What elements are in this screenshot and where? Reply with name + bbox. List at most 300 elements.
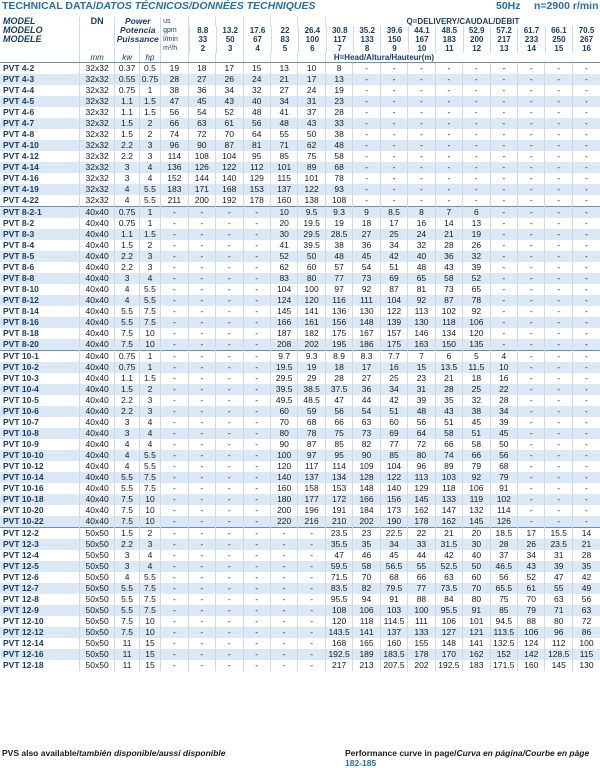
model-cell: PVT 12-16: [0, 649, 79, 660]
head-cell: 139: [380, 317, 407, 328]
head-cell: 8.3: [353, 351, 380, 363]
head-cell: 166: [270, 317, 297, 328]
head-cell: 173: [380, 505, 407, 516]
head-cell: -: [243, 528, 270, 540]
table-row: [0, 450, 600, 461]
head-cell: -: [380, 129, 407, 140]
head-cell: 20: [270, 218, 297, 229]
head-cell: 71: [545, 605, 572, 616]
head-cell: 102: [435, 306, 462, 317]
head-cell: 9: [353, 207, 380, 219]
head-cell: 220: [270, 516, 297, 528]
head-cell: -: [435, 96, 462, 107]
hp-cell: 7.5: [139, 605, 160, 616]
dn-cell: 50x50: [79, 561, 115, 572]
head-cell: -: [188, 428, 215, 439]
head-cell: -: [161, 428, 188, 439]
model-cell: PVT 4-14: [0, 162, 79, 173]
flow_us-value: 57.2: [490, 26, 517, 35]
head-cell: -: [161, 351, 188, 363]
head-cell: 51: [380, 262, 407, 273]
head-cell: 15.5: [545, 528, 572, 540]
head-cell: -: [216, 505, 243, 516]
table-row: [0, 151, 600, 162]
head-cell: -: [435, 118, 462, 129]
head-cell: -: [161, 218, 188, 229]
head-cell: 70: [216, 129, 243, 140]
head-cell: -: [216, 472, 243, 483]
head-cell: -: [188, 395, 215, 406]
head-cell: 126: [188, 162, 215, 173]
head-cell: -: [270, 572, 297, 583]
head-cell: 54: [353, 406, 380, 417]
head-cell: -: [161, 572, 188, 583]
model-cell: PVT 8-16: [0, 317, 79, 328]
head-cell: -: [216, 649, 243, 660]
head-cell: 23: [353, 528, 380, 540]
flow_lmin-value: 183: [436, 35, 463, 44]
model-cell: PVT 12-18: [3, 660, 44, 670]
head-cell: 141: [353, 627, 380, 638]
head-cell: 95: [325, 450, 352, 461]
head-cell: 108: [325, 605, 352, 616]
head-cell: -: [408, 195, 435, 207]
head-cell: -: [572, 339, 600, 351]
head-cell: -: [572, 328, 600, 339]
head-cell: 152: [490, 649, 517, 660]
head-cell: -: [490, 63, 517, 75]
head-cell: 180: [270, 494, 297, 505]
flow_us-value: 48.5: [436, 26, 463, 35]
head-cell: -: [216, 594, 243, 605]
head-cell: -: [545, 173, 572, 184]
head-cell: -: [188, 229, 215, 240]
flow_lmin-value: 100: [299, 35, 326, 44]
head-cell: 43: [435, 262, 462, 273]
kw-cell: 5.5: [115, 317, 139, 328]
head-cell: 86: [572, 627, 600, 638]
head-cell: 192.5: [325, 649, 352, 660]
head-cell: 48: [325, 140, 352, 151]
model-cell: PVT 8-18: [3, 328, 39, 338]
head-cell: 8: [325, 63, 352, 75]
head-cell: 61: [216, 118, 243, 129]
head-cell: -: [490, 339, 517, 351]
head-cell: -: [518, 85, 545, 96]
head-cell: -: [545, 184, 572, 195]
head-cell: 190: [380, 516, 407, 528]
unit-m3h-label: m³/h: [161, 44, 188, 53]
head-cell: 80: [408, 450, 435, 461]
head-cell: -: [298, 660, 325, 671]
head-cell: 59.5: [325, 561, 352, 572]
kw-cell: 3: [115, 173, 139, 184]
head-cell: 91: [463, 605, 490, 616]
head-cell: 63: [188, 118, 215, 129]
table-row: [0, 605, 600, 616]
head-cell: 184: [353, 505, 380, 516]
head-cell: -: [435, 162, 462, 173]
model-cell: PVT 4-7: [0, 118, 79, 129]
head-cell: 145: [408, 494, 435, 505]
head-cell: -: [243, 207, 270, 219]
head-cell: 42: [380, 395, 407, 406]
table-row: [0, 583, 600, 594]
head-cell: 87: [298, 439, 325, 450]
head-cell: -: [518, 417, 545, 428]
head-cell: -: [161, 472, 188, 483]
head-cell: -: [243, 472, 270, 483]
head-cell: -: [270, 616, 297, 627]
head-cell: -: [408, 140, 435, 151]
title-bar: [0, 0, 600, 14]
head-cell: -: [161, 649, 188, 660]
head-cell: 10: [490, 362, 517, 373]
head-cell: -: [188, 594, 215, 605]
head-cell: -: [463, 140, 490, 151]
head-cell: 196: [298, 505, 325, 516]
table-row: [0, 63, 600, 75]
table-row: [0, 262, 600, 273]
head-cell: 42: [572, 572, 600, 583]
kw-cell: 4: [115, 461, 139, 472]
model-cell: PVT 4-12: [3, 151, 39, 161]
head-cell: 56.5: [380, 561, 407, 572]
unit-us-label: gpm: [161, 26, 188, 35]
head-cell: 13.5: [435, 362, 462, 373]
head-cell: 126: [490, 516, 517, 528]
model-cell: PVT 8-4: [3, 240, 35, 250]
head-cell: 160: [380, 638, 407, 649]
head-cell: -: [490, 317, 517, 328]
head-cell: -: [243, 583, 270, 594]
head-cell: 106: [463, 317, 490, 328]
head-cell: 162: [408, 505, 435, 516]
head-cell: -: [216, 229, 243, 240]
head-cell: -: [188, 240, 215, 251]
head-cell: 108: [325, 195, 352, 207]
head-cell: 36: [188, 85, 215, 96]
dn-cell: 32x32: [79, 96, 115, 107]
head-cell: -: [353, 129, 380, 140]
table-row: [0, 173, 600, 184]
kw-cell: 2.2: [115, 395, 139, 406]
head-cell: 85: [270, 151, 297, 162]
kw-cell: 5.5: [115, 483, 139, 494]
head-cell: -: [188, 450, 215, 461]
head-cell: 202: [408, 660, 435, 671]
head-cell: -: [572, 74, 600, 85]
head-cell: -: [243, 406, 270, 417]
head-cell: -: [518, 384, 545, 395]
head-cell: -: [545, 151, 572, 162]
head-cell: 19: [298, 362, 325, 373]
head-cell: 11.5: [463, 362, 490, 373]
head-cell: -: [572, 317, 600, 328]
head-cell: 128: [353, 472, 380, 483]
head-cell: 54: [353, 262, 380, 273]
head-cell: -: [463, 184, 490, 195]
flow_us-value: 66.1: [545, 26, 572, 35]
head-cell: 106: [463, 483, 490, 494]
table-row: [0, 118, 600, 129]
head-cell: -: [572, 207, 600, 219]
head-cell: -: [490, 195, 517, 207]
head-cell: 113: [408, 472, 435, 483]
hp-cell: 4: [139, 439, 160, 450]
head-cell: 155: [408, 638, 435, 649]
model-cell: PVT 10-4: [0, 384, 79, 395]
dn-cell: 50x50: [79, 616, 115, 627]
head-cell: -: [408, 85, 435, 96]
head-cell: -: [216, 306, 243, 317]
head-cell: 8.5: [380, 207, 407, 219]
head-cell: 94.5: [490, 616, 517, 627]
head-cell: 33: [325, 118, 352, 129]
head-cell: 129: [408, 483, 435, 494]
head-cell: -: [188, 406, 215, 417]
head-cell: -: [408, 129, 435, 140]
head-cell: -: [161, 229, 188, 240]
head-cell: -: [161, 461, 188, 472]
head-cell: -: [161, 494, 188, 505]
head-cell: 27: [353, 373, 380, 384]
head-cell: 30: [270, 229, 297, 240]
flow_lmin-value: 267: [573, 35, 600, 44]
head-cell: -: [270, 627, 297, 638]
head-cell: 88: [408, 594, 435, 605]
head-cell: 158: [298, 483, 325, 494]
head-cell: 95.5: [325, 594, 352, 605]
head-cell: 73: [353, 428, 380, 439]
head-cell: -: [572, 129, 600, 140]
performance-pages-link[interactable]: 182-185: [345, 758, 377, 768]
head-cell: 95.5: [435, 605, 462, 616]
head-cell: 106: [353, 605, 380, 616]
head-cell: 167: [353, 328, 380, 339]
head-cell: 38: [161, 85, 188, 96]
head-cell: 63: [353, 417, 380, 428]
head-cell: -: [216, 317, 243, 328]
head-cell: -: [298, 528, 325, 540]
head-cell: 106: [518, 627, 545, 638]
head-cell: 34: [216, 85, 243, 96]
model-header-fr: MODÈLE: [3, 35, 42, 44]
table-row: [0, 74, 600, 85]
head-cell: 175: [380, 339, 407, 351]
kw-cell: 3: [115, 428, 139, 439]
table-row: [0, 594, 600, 605]
page-title: TECHNICAL DATA/DATOS TÉCNICOS/DONNÉES TECHNIQUES: [2, 0, 316, 12]
head-cell: 171.5: [490, 660, 517, 671]
table-row: [0, 627, 600, 638]
head-cell: -: [216, 240, 243, 251]
head-cell: -: [188, 207, 215, 219]
head-cell: 51: [435, 417, 462, 428]
head-cell: -: [518, 483, 545, 494]
head-cell: -: [161, 450, 188, 461]
flow_m3h-value: 2: [189, 44, 216, 53]
dn-cell: 40x40: [79, 472, 115, 483]
head-cell: 132.5: [490, 638, 517, 649]
head-cell: 64: [408, 428, 435, 439]
head-cell: -: [572, 96, 600, 107]
table-row: [0, 561, 600, 572]
flow_lmin-value: 150: [381, 35, 408, 44]
head-cell: -: [545, 273, 572, 284]
frequency-label: 50Hz: [496, 0, 521, 12]
kw-cell: 2.2: [115, 151, 139, 162]
dn-cell: 50x50: [79, 572, 115, 583]
head-cell: 100: [298, 284, 325, 295]
dn-cell: 32x32: [79, 118, 115, 129]
hp-cell: 15: [139, 649, 160, 660]
head-cell: 52: [463, 273, 490, 284]
head-cell: 34: [270, 96, 297, 107]
head-cell: 124: [518, 638, 545, 649]
head-cell: 38: [325, 129, 352, 140]
head-cell: 106: [435, 616, 462, 627]
kw-cell: 5.5: [115, 306, 139, 317]
head-cell: -: [216, 528, 243, 540]
head-cell: -: [161, 439, 188, 450]
head-cell: -: [545, 317, 572, 328]
model-cell: PVT 4-22: [3, 195, 39, 205]
table-row: [0, 417, 600, 428]
dn-cell: 40x40: [79, 328, 115, 339]
table-row: [0, 660, 600, 671]
head-cell: -: [243, 328, 270, 339]
kw-cell: 0.75: [115, 207, 139, 219]
kw-cell: 1.5: [115, 240, 139, 251]
head-cell: -: [490, 295, 517, 306]
head-cell: 60: [380, 417, 407, 428]
head-cell: 117: [298, 461, 325, 472]
head-cell: -: [380, 118, 407, 129]
head-cell: 114: [325, 461, 352, 472]
head-cell: 42: [380, 251, 407, 262]
head-cell: 87: [216, 140, 243, 151]
head-cell: -: [353, 173, 380, 184]
head-cell: -: [572, 118, 600, 129]
head-cell: 95: [243, 151, 270, 162]
hp-cell: 3: [139, 406, 160, 417]
head-cell: 73.5: [435, 583, 462, 594]
kw-cell: 4: [115, 195, 139, 207]
head-cell: -: [572, 173, 600, 184]
head-cell: 103: [435, 472, 462, 483]
head-cell: -: [518, 295, 545, 306]
table-row: [0, 339, 600, 351]
head-cell: 140: [380, 483, 407, 494]
head-cell: -: [298, 550, 325, 561]
head-cell: -: [572, 472, 600, 483]
head-cell: -: [490, 184, 517, 195]
head-cell: 114.5: [380, 616, 407, 627]
table-row: [0, 251, 600, 262]
model-cell: PVT 12-4: [3, 550, 39, 560]
head-cell: -: [572, 85, 600, 96]
head-cell: 7.7: [380, 351, 407, 363]
table-row: [0, 273, 600, 284]
head-cell: -: [435, 85, 462, 96]
head-cell: -: [243, 229, 270, 240]
head-cell: 60: [463, 572, 490, 583]
head-cell: -: [572, 439, 600, 450]
head-cell: -: [572, 505, 600, 516]
head-cell: -: [270, 649, 297, 660]
head-cell: 19: [463, 229, 490, 240]
head-cell: 147: [435, 505, 462, 516]
hp-cell: 10: [139, 516, 160, 528]
head-cell: -: [216, 262, 243, 273]
head-cell: -: [353, 118, 380, 129]
head-cell: -: [435, 195, 462, 207]
head-cell: -: [243, 572, 270, 583]
head-cell: 18.5: [490, 528, 517, 540]
dn-cell: 40x40: [79, 516, 115, 528]
model-cell: PVT 4-19: [0, 184, 79, 195]
kw-cell: 7.5: [115, 339, 139, 351]
head-cell: -: [216, 572, 243, 583]
head-cell: 47: [545, 572, 572, 583]
head-cell: 60: [270, 406, 297, 417]
head-cell: 32: [463, 395, 490, 406]
head-cell: 27: [353, 229, 380, 240]
head-cell: 38: [325, 240, 352, 251]
head-cell: -: [463, 195, 490, 207]
head-cell: 145: [270, 306, 297, 317]
head-cell: 150: [435, 339, 462, 351]
hp-cell: 10: [139, 328, 160, 339]
head-cell: 130: [408, 317, 435, 328]
model-cell: PVT 12-14: [3, 638, 44, 648]
kw-cell: 2.2: [115, 406, 139, 417]
head-cell: -: [161, 616, 188, 627]
head-cell: -: [545, 207, 572, 219]
head-cell: -: [490, 207, 517, 219]
head-cell: 112: [243, 162, 270, 173]
head-cell: 137: [380, 627, 407, 638]
head-cell: -: [298, 583, 325, 594]
head-cell: -: [298, 561, 325, 572]
head-cell: 65.5: [490, 583, 517, 594]
head-cell: -: [518, 184, 545, 195]
head-cell: 91: [380, 594, 407, 605]
hp-cell: 3: [139, 151, 160, 162]
head-cell: 89: [298, 162, 325, 173]
head-cell: 55: [270, 129, 297, 140]
head-cell: -: [572, 195, 600, 207]
kw-cell: 4: [115, 295, 139, 306]
head-cell: -: [353, 140, 380, 151]
head-cell: 91: [490, 483, 517, 494]
head-cell: 213: [353, 660, 380, 671]
hp-cell: 3: [139, 395, 160, 406]
head-cell: 14: [435, 218, 462, 229]
head-cell: -: [216, 516, 243, 528]
head-cell: -: [572, 428, 600, 439]
head-cell: 96: [408, 461, 435, 472]
kw-cell: 11: [115, 660, 139, 671]
head-cell: -: [298, 638, 325, 649]
head-cell: 69: [380, 273, 407, 284]
head-cell: 111: [353, 295, 380, 306]
table-row: [0, 184, 600, 195]
head-cell: 43: [435, 406, 462, 417]
head-cell: 56: [325, 406, 352, 417]
head-cell: -: [188, 284, 215, 295]
